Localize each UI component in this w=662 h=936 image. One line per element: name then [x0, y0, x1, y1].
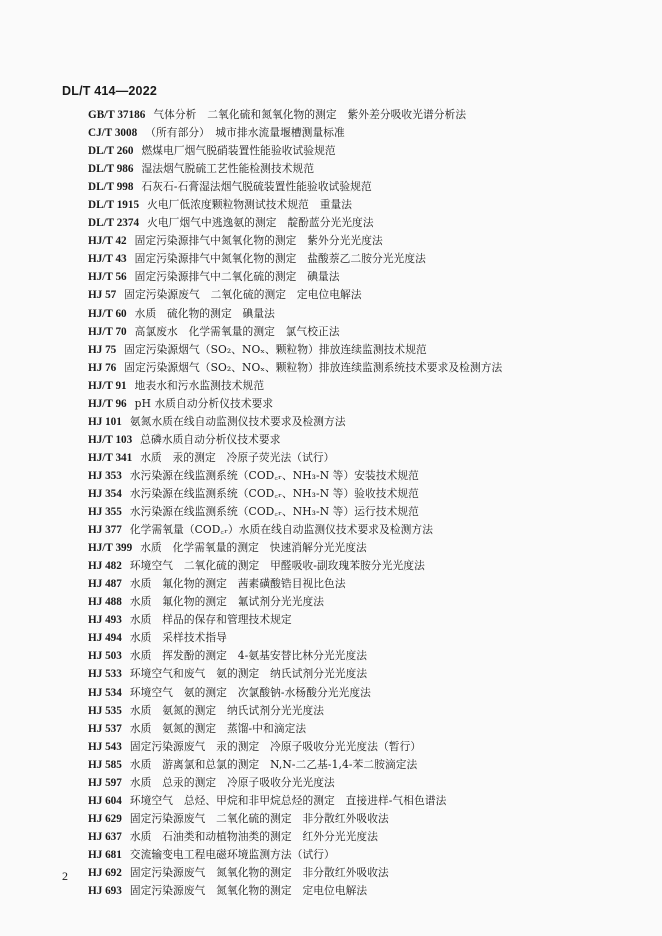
- reference-title: 固定污染源废气 氮氧化物的测定 非分散红外吸收法: [129, 865, 389, 879]
- reference-item: [88, 449, 502, 467]
- reference-title: 地表水和污水监测技术规范: [134, 378, 265, 392]
- reference-item: [88, 629, 502, 647]
- reference-item: [88, 611, 502, 629]
- reference-code: HJ 503: [88, 650, 122, 663]
- reference-code: DL/T 986: [88, 163, 134, 176]
- reference-title: 固定污染源烟气（SO₂、NOₓ、颗粒物）排放连续监测系统技术要求及检测方法: [124, 360, 503, 374]
- reference-item: [88, 142, 502, 160]
- reference-title: 水质 硫化物的测定 碘量法: [134, 306, 275, 320]
- reference-title: 交流输变电工程电磁环境监测方法（试行）: [129, 847, 335, 861]
- reference-code: HJ 535: [88, 704, 122, 717]
- reference-item: [88, 792, 502, 810]
- reference-title: 固定污染源废气 二氧化硫的测定 定电位电解法: [124, 288, 362, 302]
- reference-item: [88, 720, 502, 738]
- reference-code: DL/T 1915: [88, 199, 140, 212]
- document-code-header: DL/T 414—2022: [62, 84, 158, 98]
- reference-item: [88, 702, 502, 720]
- reference-title: 环境空气和废气 氨的测定 纳氏试剂分光光度法: [129, 667, 368, 681]
- reference-code: HJ/T 103: [88, 433, 133, 446]
- reference-code: HJ 355: [88, 506, 122, 519]
- reference-code: HJ 534: [88, 686, 122, 699]
- reference-title: 水质 氟化物的测定 茜素磺酸锆目视比色法: [129, 577, 346, 591]
- reference-title: 水质 化学需氧量的测定 快速消解分光光度法: [140, 541, 367, 555]
- reference-code: GB/T 37186: [88, 109, 146, 121]
- reference-code: HJ 494: [88, 632, 122, 645]
- reference-code: HJ/T 70: [88, 325, 127, 338]
- reference-title: 水质 游离氯和总氯的测定 N,N-二乙基-1,4-苯二胺滴定法: [129, 757, 418, 771]
- reference-item: [88, 286, 502, 304]
- reference-code: HJ 353: [88, 469, 122, 482]
- reference-item: [88, 521, 502, 539]
- reference-item: [88, 268, 502, 286]
- reference-title: 氨氮水质在线自动监测仪技术要求及检测方法: [129, 414, 346, 428]
- reference-code: DL/T 998: [88, 181, 134, 194]
- reference-code: HJ/T 341: [88, 451, 133, 464]
- reference-item: [88, 756, 502, 774]
- reference-code: HJ 681: [88, 848, 122, 861]
- reference-title: 水质 样品的保存和管理技术规定: [129, 613, 292, 627]
- reference-title: 石灰石-石膏湿法烟气脱硫装置性能验收试验规范: [141, 180, 372, 194]
- reference-item: [88, 124, 502, 142]
- reference-title: 固定污染源废气 二氧化硫的测定 非分散红外吸收法: [129, 811, 389, 825]
- reference-item: [88, 647, 502, 665]
- reference-title: 固定污染源废气 汞的测定 冷原子吸收分光光度法（暂行）: [129, 739, 422, 753]
- reference-title: 水质 氨氮的测定 纳氏试剂分光光度法: [129, 703, 325, 717]
- reference-item: [88, 214, 502, 232]
- reference-item: [88, 503, 502, 521]
- reference-title: 水污染源在线监测系统（COD꜀ᵣ、NH₃-N 等）运行技术规范: [129, 505, 419, 519]
- reference-title: 环境空气 氨的测定 次氯酸钠-水杨酸分光光度法: [129, 685, 371, 699]
- reference-item: [88, 305, 502, 323]
- reference-code: HJ 75: [88, 343, 117, 356]
- reference-item: [88, 341, 502, 359]
- reference-title: 水质 氟化物的测定 氟试剂分光光度法: [129, 595, 325, 609]
- reference-title: 固定污染源烟气（SO₂、NOₓ、颗粒物）排放连续监测技术规范: [124, 342, 427, 356]
- reference-item: [88, 106, 502, 124]
- reference-title: 化学需氧量（COD꜀ᵣ）水质在线自动监测仪技术要求及检测方法: [129, 523, 433, 537]
- reference-item: [88, 160, 502, 178]
- reference-title: （所有部分） 城市排水流量堰槽测量标准: [145, 126, 345, 140]
- reference-code: HJ 493: [88, 614, 122, 627]
- reference-title: 火电厂低浓度颗粒物测试技术规范 重量法: [147, 198, 353, 212]
- reference-code: HJ/T 42: [88, 235, 127, 248]
- reference-item: [88, 738, 502, 756]
- reference-code: HJ 629: [88, 812, 122, 825]
- reference-title: 水污染源在线监测系统（COD꜀ᵣ、NH₃-N 等）安装技术规范: [129, 468, 419, 482]
- reference-code: HJ 637: [88, 830, 122, 843]
- reference-title: 水质 石油类和动植物油类的测定 红外分光光度法: [129, 829, 378, 843]
- reference-title: 总磷水质自动分析仪技术要求: [140, 432, 281, 446]
- reference-code: HJ 76: [88, 361, 117, 374]
- reference-code: HJ 354: [88, 487, 122, 500]
- reference-code: HJ 597: [88, 776, 122, 789]
- reference-item: [88, 323, 502, 341]
- reference-code: HJ 487: [88, 578, 122, 591]
- reference-title: 环境空气 二氧化硫的测定 甲醛吸收-副玫瑰苯胺分光光度法: [129, 559, 425, 573]
- reference-title: 湿法烟气脱硫工艺性能检测技术规范: [141, 162, 315, 176]
- reference-title: pH 水质自动分析仪技术要求: [134, 396, 274, 410]
- reference-code: HJ 537: [88, 722, 122, 735]
- reference-item: [88, 178, 502, 196]
- reference-title: 水质 氨氮的测定 蒸馏-中和滴定法: [129, 721, 307, 735]
- reference-item: [88, 684, 502, 702]
- reference-item: [88, 665, 502, 683]
- reference-title: 水质 汞的测定 冷原子荧光法（试行）: [140, 450, 335, 464]
- reference-code: HJ 377: [88, 524, 122, 537]
- reference-code: HJ/T 399: [88, 542, 133, 555]
- reference-code: HJ 482: [88, 560, 122, 573]
- reference-title: 固定污染源废气 氮氧化物的测定 定电位电解法: [129, 884, 368, 898]
- reference-code: CJ/T 3008: [88, 127, 138, 140]
- reference-item: [88, 593, 502, 611]
- reference-item: [88, 774, 502, 792]
- reference-item: [88, 232, 502, 250]
- reference-item: [88, 864, 502, 882]
- reference-code: HJ/T 96: [88, 397, 127, 410]
- reference-title: 环境空气 总烃、甲烷和非甲烷总烃的测定 直接进样-气相色谱法: [129, 793, 447, 807]
- reference-code: HJ 604: [88, 794, 122, 807]
- reference-item: [88, 539, 502, 557]
- reference-code: HJ 692: [88, 866, 122, 879]
- normative-references-list: [88, 106, 502, 900]
- reference-item: [88, 810, 502, 828]
- reference-title: 固定污染源排气中二氧化硫的测定 碘量法: [134, 270, 340, 284]
- reference-title: 气体分析 二氧化硫和氮氧化物的测定 紫外差分吸收光谱分析法: [153, 108, 467, 121]
- reference-code: HJ 585: [88, 758, 122, 771]
- reference-item: [88, 828, 502, 846]
- reference-item: [88, 413, 502, 431]
- reference-title: 水质 总汞的测定 冷原子吸收分光光度法: [129, 775, 335, 789]
- reference-title: 高氯废水 化学需氧量的测定 氯气校正法: [134, 324, 340, 338]
- reference-item: [88, 250, 502, 268]
- reference-code: HJ 488: [88, 596, 122, 609]
- reference-code: HJ/T 43: [88, 253, 127, 266]
- reference-title: 水质 挥发酚的测定 4-氨基安替比林分光光度法: [129, 649, 368, 663]
- reference-code: DL/T 260: [88, 145, 134, 158]
- reference-title: 水质 采样技术指导: [129, 631, 227, 645]
- reference-item: [88, 395, 502, 413]
- reference-item: [88, 431, 502, 449]
- reference-title: 火电厂烟气中逃逸氨的测定 靛酚蓝分光光度法: [147, 216, 374, 230]
- reference-title: 固定污染源排气中氮氧化物的测定 盐酸萘乙二胺分光光度法: [134, 252, 426, 266]
- reference-code: HJ 533: [88, 668, 122, 681]
- reference-code: HJ 693: [88, 885, 122, 898]
- reference-code: HJ 543: [88, 740, 122, 753]
- reference-item: [88, 485, 502, 503]
- reference-item: [88, 377, 502, 395]
- reference-item: [88, 467, 502, 485]
- reference-code: HJ 101: [88, 415, 122, 428]
- reference-item: [88, 846, 502, 864]
- reference-item: [88, 196, 502, 214]
- reference-code: HJ/T 60: [88, 307, 127, 320]
- reference-code: HJ 57: [88, 289, 117, 302]
- page-number: 2: [62, 869, 68, 883]
- reference-code: HJ/T 56: [88, 271, 127, 284]
- reference-title: 水污染源在线监测系统（COD꜀ᵣ、NH₃-N 等）验收技术规范: [129, 486, 419, 500]
- reference-title: 燃煤电厂烟气脱硝装置性能验收试验规范: [141, 144, 336, 158]
- reference-code: DL/T 2374: [88, 217, 140, 230]
- reference-title: 固定污染源排气中氮氧化物的测定 紫外分光光度法: [134, 234, 383, 248]
- reference-item: [88, 359, 502, 377]
- reference-item: [88, 882, 502, 900]
- reference-item: [88, 575, 502, 593]
- reference-code: HJ/T 91: [88, 379, 127, 392]
- reference-item: [88, 557, 502, 575]
